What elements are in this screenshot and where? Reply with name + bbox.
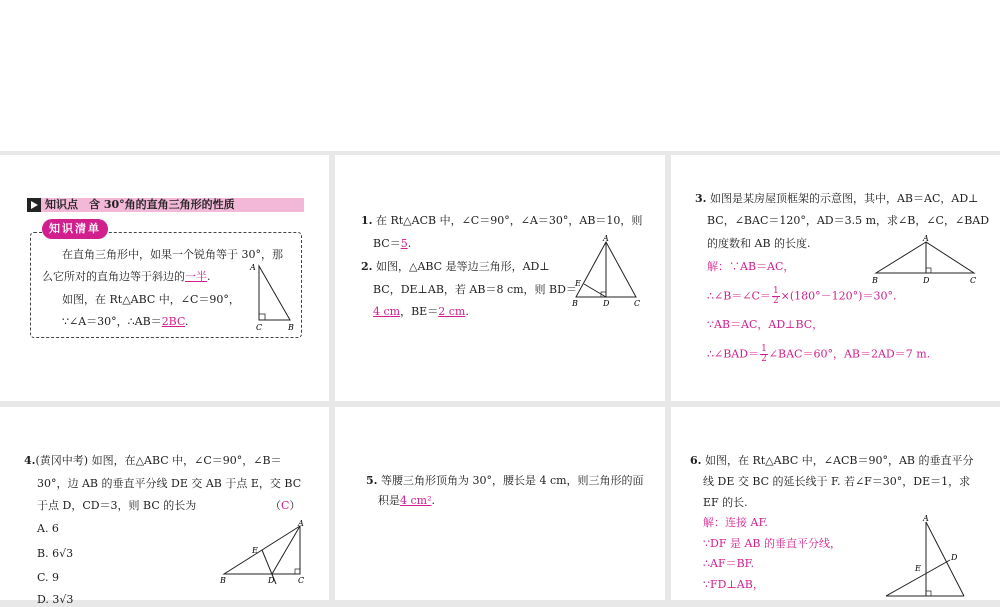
fraction-numerator: 1 [761, 344, 767, 354]
fig-label-D: D [603, 299, 610, 308]
q3-line-3: 的度数和 AB 的长度. [707, 237, 811, 250]
q1-answer: 5 [400, 237, 408, 250]
q2-mid: ，BE＝ [400, 305, 439, 318]
q6-text: 如图，在 Rt△ABC 中，∠ACB＝90°，AB 的垂直平分 [704, 454, 974, 467]
q6-triangle-figure [880, 512, 972, 600]
q5-text: 等腰三角形顶角为 30°，腰长是 4 cm，则三角形的面 [380, 474, 644, 487]
q3-solution-4-text: ∴∠BAD＝ [707, 347, 760, 361]
q2-line-3 [373, 305, 469, 319]
q1-line-2-text: BC＝ [373, 237, 401, 250]
q6-number: 6. [690, 454, 702, 467]
fig-label-A: A [603, 234, 609, 243]
knowledge-line-2 [42, 270, 211, 284]
q6-solution-3: ∴AF＝BF. [703, 557, 755, 570]
q3-text: 如图是某房屋顶框架的示意图，其中，AB＝AC，AD⊥ [709, 192, 979, 205]
fig-label-B: B [872, 276, 878, 285]
q5-line-1 [366, 474, 644, 488]
q2-line-1 [361, 260, 550, 274]
knowledge-answer-2: 2BC [161, 315, 185, 328]
q3-fraction-1 [772, 287, 780, 306]
q2-number: 2. [361, 260, 373, 273]
q2-triangle-figure [568, 232, 644, 310]
q4-text: (黄冈中考) 如图，在△ABC 中，∠C＝90°，∠B＝ [35, 454, 282, 467]
q6-solution-2: ∵DF 是 AB 的垂直平分线， [703, 537, 841, 550]
q4-number: 4. [24, 454, 36, 467]
q6-solution-4: ∵FD⊥AB， [703, 578, 764, 591]
q3-roof-figure [872, 232, 982, 286]
fig-label-C: C [298, 576, 305, 585]
q2-text: 如图，△ABC 是等边三角形，AD⊥ [375, 260, 550, 273]
fig-label-E: E [575, 279, 581, 288]
knowledge-line-4 [62, 315, 189, 329]
q3-solution-1: 解：∵AB＝AC， [707, 260, 795, 273]
fig-label-C: C [256, 323, 263, 332]
q6-line-3: EF 的长. [703, 496, 748, 509]
knowledge-line-2-text: 么它所对的直角边等于斜边的 [42, 270, 185, 283]
fraction-denominator: 2 [761, 354, 767, 364]
q5-line-2-end: . [431, 494, 435, 507]
q4-option-a: A. 6 [37, 522, 59, 535]
fraction-numerator: 1 [772, 286, 779, 296]
knowledge-answer-1: 一半 [185, 270, 207, 283]
fig-label-A: A [298, 519, 304, 528]
fig-label-A: A [250, 263, 256, 272]
q4-line-2: 30°，边 AB 的垂直平分线 DE 交 AB 于点 E，交 BC [37, 477, 302, 490]
q3-solution-4 [707, 345, 930, 364]
q4-line-3: 于点 D，CD＝3，则 BC 的长为 [37, 499, 197, 512]
q4-line-1 [24, 454, 282, 468]
fig-label-C: C [970, 276, 977, 285]
q4-answer: C [281, 499, 290, 512]
q2-answer-1: 4 cm [373, 305, 401, 318]
q1-text: 在 Rt△ACB 中，∠C＝90°，∠A＝30°，AB＝10，则 [375, 214, 643, 227]
q3-solution-2-end: ×(180°－120°)＝30°. [780, 289, 897, 303]
fig-label-C: C [634, 299, 641, 308]
fig-label-B: B [288, 323, 294, 332]
q4-option-b: B. 6√3 [37, 547, 74, 560]
knowledge-line-1: 在直角三角形中，如果一个锐角等于 30°，那 [62, 248, 283, 261]
fig-label-D: D [951, 553, 958, 562]
fraction-denominator: 2 [772, 296, 779, 306]
paren-close: ） [289, 499, 301, 512]
fig-label-B: B [220, 576, 226, 585]
q3-line-2: BC，∠BAC＝120°，AD＝3.5 m，求∠B，∠C，∠BAD [707, 214, 990, 227]
knowledge-line-3: 如图，在 Rt△ABC 中，∠C＝90°， [62, 293, 240, 306]
knowledge-line-4-text: ∵∠A＝30°，∴AB＝ [62, 315, 162, 328]
fig-label-A: A [923, 234, 929, 243]
q1-line-1 [361, 214, 642, 228]
q1-line-2-end: . [407, 237, 412, 250]
q6-line-1 [690, 454, 973, 468]
knowledge-line-4-end: . [185, 315, 189, 328]
q3-fraction-2 [760, 345, 768, 364]
q2-answer-2: 2 cm [438, 305, 466, 318]
q3-solution-2-text: ∴∠B＝∠C＝ [707, 289, 771, 303]
q1-number: 1. [361, 214, 373, 227]
q6-line-2: 线 DE 交 BC 的延长线于 F. 若∠F＝30°，DE＝1，求 [703, 475, 971, 488]
blank-top-area [0, 0, 1000, 151]
play-triangle-icon [27, 198, 41, 212]
paren-open: （ [270, 499, 281, 512]
q1-line-2 [373, 237, 411, 251]
q3-solution-4-end: ∠BAC＝60°，AB＝2AD＝7 m. [768, 347, 931, 361]
fig-label-A: A [923, 514, 929, 523]
knowledge-header [27, 198, 304, 212]
q3-solution-3: ∵AB＝AC，AD⊥BC， [707, 318, 824, 331]
knowledge-triangle-figure [244, 258, 300, 332]
q5-number: 5. [366, 474, 378, 487]
knowledge-line-2-end: . [207, 270, 211, 283]
fig-label-E: E [915, 564, 921, 573]
q5-line-2-text: 积是 [378, 494, 400, 507]
q3-number: 3. [695, 192, 707, 205]
q4-option-c: C. 9 [37, 571, 60, 584]
knowledge-header-label: 知识点 含 30°角的直角三角形的性质 [45, 198, 235, 211]
fig-label-B: B [572, 299, 578, 308]
q4-option-d: D. 3√3 [37, 593, 74, 606]
fig-label-D: D [923, 276, 930, 285]
q5-line-2 [378, 494, 435, 508]
knowledge-badge: 知识清单 [42, 219, 108, 239]
q6-solution-1: 解：连接 AF. [703, 516, 768, 529]
q3-line-1 [695, 192, 978, 206]
q2-end: . [465, 305, 469, 318]
fig-label-D: D [268, 576, 275, 585]
fig-label-E: E [252, 546, 258, 555]
q5-answer: 4 cm² [400, 494, 432, 507]
q2-line-2: BC，DE⊥AB，若 AB＝8 cm，则 BD＝ [373, 283, 577, 296]
q4-triangle-figure [218, 518, 314, 590]
q4-answer-bracket [270, 499, 300, 513]
q3-solution-2 [707, 287, 896, 306]
